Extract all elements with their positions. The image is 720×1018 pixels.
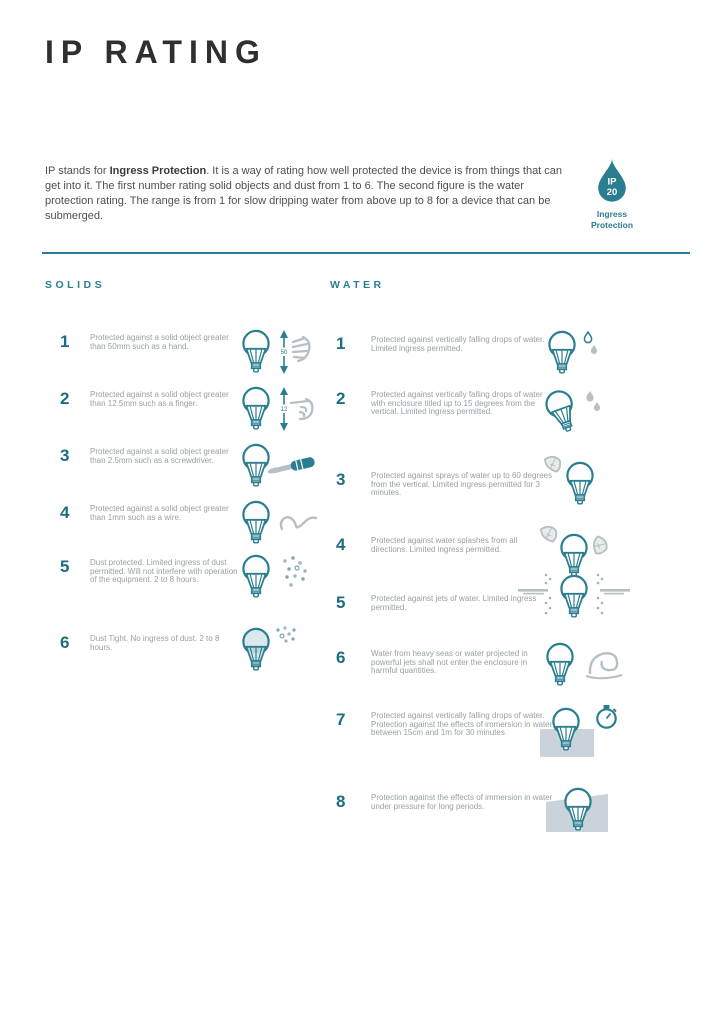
rating-description: Protected against sprays of water up to 60 degrees from the vertical. Limited ingress permitted for 3 minutes. — [371, 471, 552, 498]
rating-description: Protected against vertically falling drops of water. Protection against the effects of immersion in water between 15cm and 1m for 30 minutes — [371, 711, 553, 738]
rating-description: Protected against vertically falling drops of water with enclosure titled up to 15 degrees from the vertical. Limited ingress permitted. — [371, 390, 543, 417]
rating-description: Protected against water splashes from all directions. Limited ingress permitted. — [371, 536, 518, 554]
splash-leaf-icon — [544, 455, 562, 474]
wave-icon — [586, 653, 622, 678]
rating-number: 2 — [336, 389, 346, 408]
bulb-tilted-drip-icon — [540, 385, 606, 439]
svg-text:50: 50 — [280, 350, 288, 356]
rating-description: Protected against a solid object greater than 1mm such as a wire. — [90, 504, 229, 522]
rating-description: Protected against a solid object greater than 2.5mm such as a screwdriver. — [90, 447, 229, 465]
intro-prefix: IP stands for — [45, 165, 110, 177]
rating-number: 5 — [336, 593, 346, 612]
water-drop-icon — [593, 156, 631, 206]
svg-text:12: 12 — [280, 407, 288, 413]
solids-heading: SOLIDS — [45, 279, 106, 291]
rating-description: Water from heavy seas or water projected in powerful jets shall not enter the enclosure in harmful quantities. — [371, 649, 528, 676]
rating-number: 8 — [336, 792, 346, 811]
rating-description: Protection against the effects of immersion in water under pressure for long periods. — [371, 793, 553, 811]
rating-number: 4 — [60, 503, 70, 522]
screwdriver-icon — [266, 456, 316, 477]
rating-number: 5 — [60, 557, 70, 576]
rating-number: 6 — [60, 633, 70, 652]
badge-value-text: 20 — [606, 186, 618, 198]
splash-leaf-icon — [540, 525, 558, 544]
rating-description: Protected against vertically falling drops of water. Limited ingress permitted. — [371, 335, 545, 353]
bulb-drip-icon — [540, 327, 604, 379]
height-arrow-icon — [279, 330, 289, 374]
height-arrow-icon — [279, 387, 289, 431]
rating-description: Dust Tight. No ingress of dust. 2 to 8 hours. — [90, 634, 220, 652]
badge-caption: Ingress Protection — [590, 209, 634, 230]
intro-rest: . It is a way of rating how well protected the device is from things that can get into it. The first number rating solid objects and dust from 1 to 6. The second figure is the water protection rating. The range is from 1 for slow dripping water from above up to 8 for a device that can be submerged. — [45, 165, 563, 222]
bulb-hand-icon — [236, 327, 318, 377]
intro-bold-term: Ingress Protection — [109, 165, 207, 177]
bulb-immersion-timer-icon — [540, 703, 626, 761]
rating-description: Protected against a solid object greater than 50mm such as a hand. — [90, 333, 229, 351]
rating-number: 1 — [60, 332, 70, 351]
water-drops-icon — [584, 332, 597, 354]
bulb-wire-icon — [236, 498, 322, 548]
section-divider — [42, 252, 690, 254]
dust-dots-icon — [283, 556, 306, 586]
rating-number: 6 — [336, 648, 346, 667]
rating-description: Protected against a solid object greater than 12.5mm such as a finger. — [90, 390, 229, 408]
bulb-dust-icon — [236, 552, 316, 602]
rating-number: 1 — [336, 334, 346, 353]
bulb-wave-icon — [540, 640, 626, 692]
bulb-spray-icon — [542, 452, 608, 510]
rating-number: 7 — [336, 710, 346, 729]
rating-number: 2 — [60, 389, 70, 408]
hand-icon — [293, 337, 309, 361]
rating-number: 3 — [336, 470, 346, 489]
dust-tight-tint — [244, 630, 267, 669]
page-title: IP RATING — [45, 34, 267, 70]
bulb-screwdriver-icon — [236, 441, 322, 491]
bulb-finger-icon — [236, 384, 320, 434]
badge-ip-text: IP — [607, 176, 617, 188]
splash-leaf-icon — [589, 536, 610, 557]
bulb-submersion-icon — [544, 782, 612, 840]
intro-paragraph — [45, 164, 567, 224]
rating-description: Protected against jets of water. Limited ingress permitted. — [371, 594, 537, 612]
rating-description: Dust protected. Limited ingress of dust permitted. Will not interfere with operation of the equipment. 2 to 8 hours. — [90, 558, 238, 585]
pointing-finger-icon — [291, 399, 312, 419]
dust-dots-icon — [276, 626, 295, 642]
water-drops-icon — [586, 391, 600, 411]
ip20-badge — [576, 156, 648, 231]
water-heading: WATER — [330, 279, 385, 291]
bulb-dust-tight-icon — [236, 624, 306, 676]
wire-icon — [281, 517, 316, 529]
rating-number: 3 — [60, 446, 70, 465]
rating-number: 4 — [336, 535, 346, 554]
stopwatch-icon — [597, 705, 616, 728]
bulb-jets-icon — [518, 570, 630, 624]
